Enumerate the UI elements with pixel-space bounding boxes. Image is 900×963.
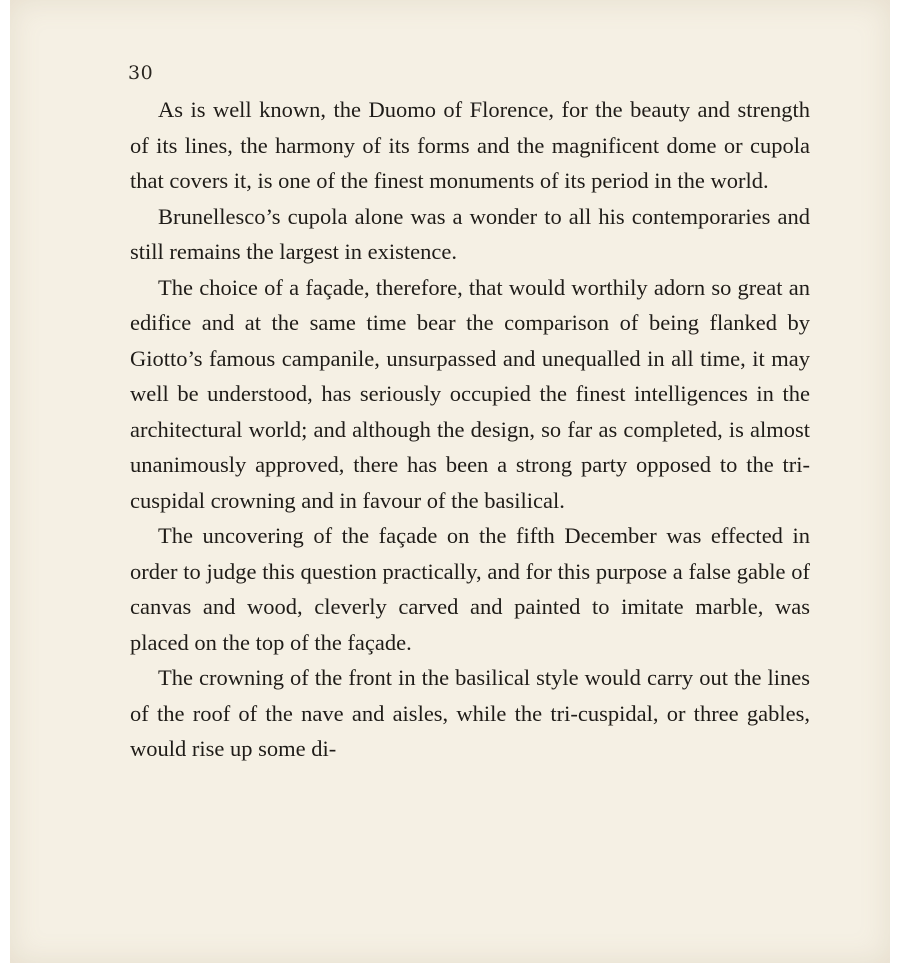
body-text (130, 92, 810, 767)
book-page (10, 0, 890, 963)
paragraph-facade-choice: The choice of a façade, therefore, that would worthily adorn so great an edifice and at the same time bear the comparison of being flanked by Giotto’s famous campanile, unsurpassed and unequalled in all time, it may well be understood, has seriously occupied the finest intelligences in the architectural world; and although the design, so far as completed, is almost unanimously approved, there has been a strong party opposed to the tri-cuspidal crowning and in favour of the basilical. (130, 274, 810, 513)
page-number: 30 (128, 62, 154, 84)
paragraph-crowning: The crowning of the front in the basilical style would carry out the lines of the roof of the nave and aisles, while the tri-cuspidal, or three gables, would rise up some di- (130, 665, 810, 761)
paragraph-uncovering: The uncovering of the façade on the fifth December was effected in order to judge this question practically, and for this purpose a false gable of canvas and wood, cleverly carved and painted to imitate marble, was placed on the top of the façade. (130, 523, 810, 655)
paragraph-duomo: As is well known, the Duomo of Florence, for the beauty and strength of its lines, the harmony of its forms and the magnificent dome or cupola that covers it, is one of the finest monuments of its period in the world. (130, 97, 810, 193)
paragraph-cupola: Brunellesco’s cupola alone was a wonder to all his contemporaries and still remains the largest in existence. (130, 203, 810, 264)
